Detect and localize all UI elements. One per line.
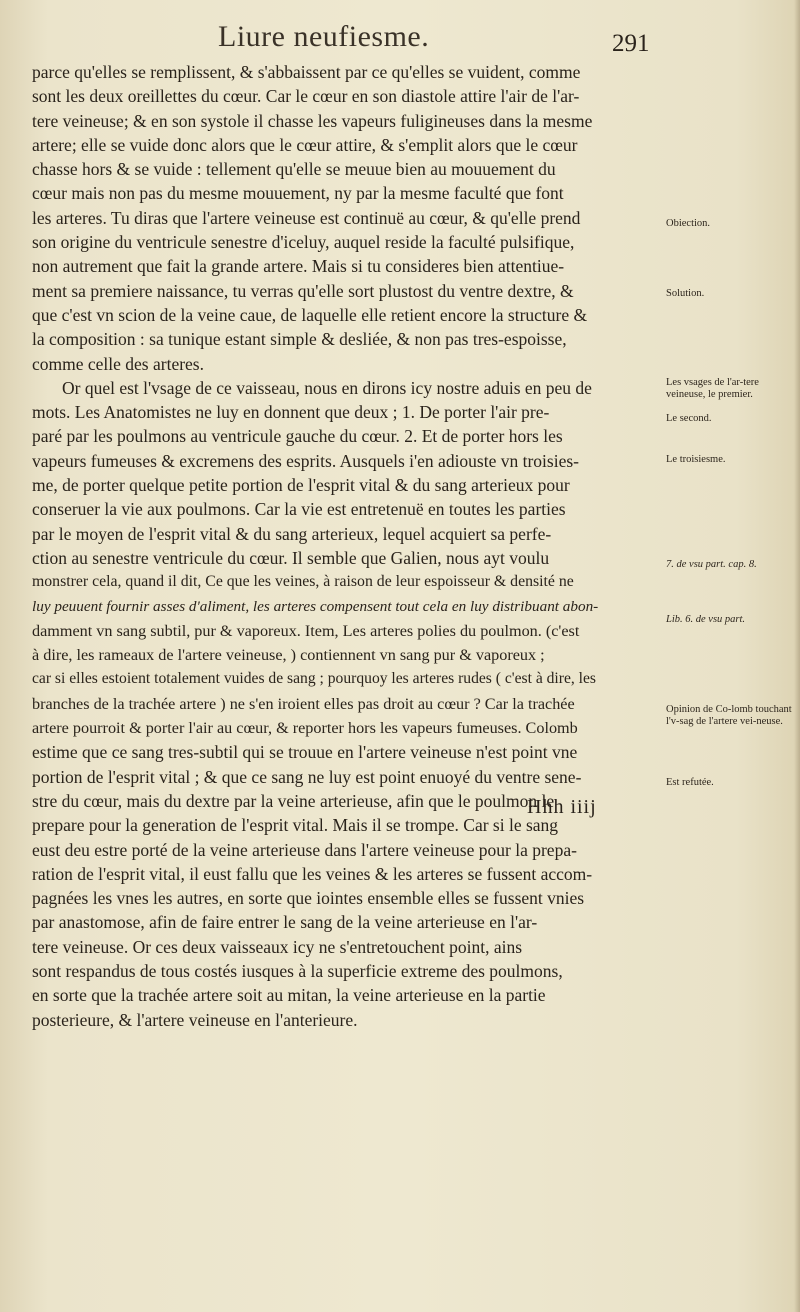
text-line: ration de l'esprit vital, il eust fallu que les veines & les arteres se fussent accom-: [32, 863, 593, 884]
text-line: artere; elle se vuide donc alors que le cœur attire, & s'emplit alors que le cœur: [32, 134, 578, 155]
text-line: cœur mais non pas du mesme mouuement, ny par la mesme faculté que font: [32, 183, 564, 204]
text-line: artere pourroit & porter l'air au cœur, & reporter hors les vapeurs fumeuses. Colomb: [32, 719, 578, 738]
text-line: stre du cœur, mais du dextre par la veine arterieuse, afin que le poulmon le: [32, 790, 555, 811]
text-line: ment sa premiere naissance, tu verras qu'elle sort plustost du ventre dextre, &: [32, 280, 574, 301]
text-line: me, de porter quelque petite portion de l'esprit vital & du sang arterieux pour: [32, 475, 570, 496]
text-line: pagnées les vnes les autres, en sorte que iointes ensemble elles se fussent vnies: [32, 888, 585, 909]
margin-note-uses-first: Les vsages de l'ar-tere veineuse, le premier.: [666, 377, 759, 400]
page-header: [0, 18, 800, 58]
margin-note-solution: Solution.: [666, 288, 705, 299]
text-line: par anastomose, afin de faire entrer le sang de la veine arterieuse en l'ar-: [32, 912, 538, 933]
text-line: estime que ce sang tres-subtil qui se trouue en l'artere veineuse n'est point vne: [32, 742, 578, 763]
text-line: monstrer cela, quand il dit, Ce que les veines, à raison de leur espoisseur & densité ne: [32, 573, 574, 591]
text-line: la composition : sa tunique estant simple & desliée, & non pas tres-espoisse,: [32, 329, 567, 350]
text-line: comme celle des arteres.: [32, 353, 204, 374]
margin-note-galen-ref-1: 7. de vsu part. cap. 8.: [666, 559, 757, 570]
text-line: branches de la trachée artere ) ne s'en iroient elles pas droit au cœur ? Car la trachée: [32, 694, 575, 713]
text-line: Or quel est l'vsage de ce vaisseau, nous en dirons icy nostre aduis en peu de: [62, 377, 592, 398]
text-line: en sorte que la trachée artere soit au mitan, la veine arterieuse en la partie: [32, 985, 546, 1006]
text-line: vapeurs fumeuses & excremens des esprits. Ausquels i'en adiouste vn troisies-: [32, 450, 579, 471]
text-line: sont respandus de tous costés iusques à la superficie extreme des poulmons,: [32, 960, 563, 981]
text-line: posterieure, & l'artere veineuse en l'anterieure.: [32, 1009, 358, 1030]
text-line: prepare pour la generation de l'esprit vital. Mais il se trompe. Car si le sang: [32, 815, 559, 836]
text-line: que c'est vn scion de la veine caue, de laquelle elle retient encore la structure &: [32, 304, 588, 325]
margin-note-objection: Obiection.: [666, 218, 711, 229]
text-line: sont les deux oreillettes du cœur. Car le cœur en son diastole attire l'air de l'ar-: [32, 86, 580, 107]
text-line: paré par les poulmons au ventricule gauche du cœur. 2. Et de porter hors les: [32, 426, 563, 447]
text-line: à dire, les rameaux de l'artere veineuse, ) contiennent vn sang pur & vaporeux ;: [32, 646, 545, 665]
text-line: tere veineuse. Or ces deux vaisseaux icy ne s'entretouchent point, ains: [32, 936, 523, 957]
text-line: eust deu estre porté de la veine arterieuse dans l'artere veineuse pour la prepa-: [32, 839, 577, 860]
text-line: car si elles estoient totalement vuides de sang ; pourquoy les arteres rudes ( c'est à dire, les: [32, 670, 597, 688]
main-text: [32, 60, 664, 1032]
text-line: les arteres. Tu diras que l'artere veineuse est continuë au cœur, & qu'elle prend: [32, 207, 581, 228]
page-edge-shadow: [794, 0, 800, 1312]
running-title: Liure neufiesme.: [218, 20, 430, 53]
text-line: mots. Les Anatomistes ne luy en donnent que deux ; 1. De porter l'air pre-: [32, 402, 550, 423]
page-number: 291: [612, 30, 650, 57]
text-line: parce qu'elles se remplissent, & s'abbaissent par ce qu'elles se vuident, comme: [32, 62, 581, 82]
text-line: chasse hors & se vuide : tellement qu'elle se meuue bien au mouuement du: [32, 159, 556, 180]
margin-note-refuted: Est refutée.: [666, 777, 714, 788]
text-line: tere veineuse; & en son systole il chasse les vapeurs fuligineuses dans la mesme: [32, 110, 593, 131]
signature-mark: Hhh iiij: [527, 796, 597, 818]
margin-note-galen-ref-2: Lib. 6. de vsu part.: [666, 614, 746, 625]
text-line: ction au senestre ventricule du cœur. Il semble que Galien, nous ayt voulu: [32, 547, 550, 568]
text-line: par le moyen de l'esprit vital & du sang arterieux, lequel acquiert sa perfe-: [32, 523, 552, 544]
text-line: conseruer la vie aux poulmons. Car la vie est entretenuë en toutes les parties: [32, 499, 566, 520]
text-line: portion de l'esprit vital ; & que ce sang ne luy est point enuoyé du ventre sene-: [32, 766, 582, 787]
text-line: non autrement que fait la grande artere. Mais si tu consideres bien attentiue-: [32, 256, 565, 277]
text-line: damment vn sang subtil, pur & vaporeux. Item, Les arteres polies du poulmon. (c'est: [32, 621, 580, 640]
text-line: luy peuuent fournir asses d'aliment, les arteres compensent tout cela en luy distribuant abon-: [32, 597, 599, 615]
text-line: son origine du ventricule senestre d'iceluy, auquel reside la faculté pulsifique,: [32, 232, 575, 253]
margin-note-second: Le second.: [666, 413, 712, 424]
margin-note-colomb-opinion: Opinion de Co-lomb touchant l'v-sag de l'artere vei-neuse.: [666, 704, 792, 727]
margin-note-third: Le troisiesme.: [666, 454, 726, 465]
